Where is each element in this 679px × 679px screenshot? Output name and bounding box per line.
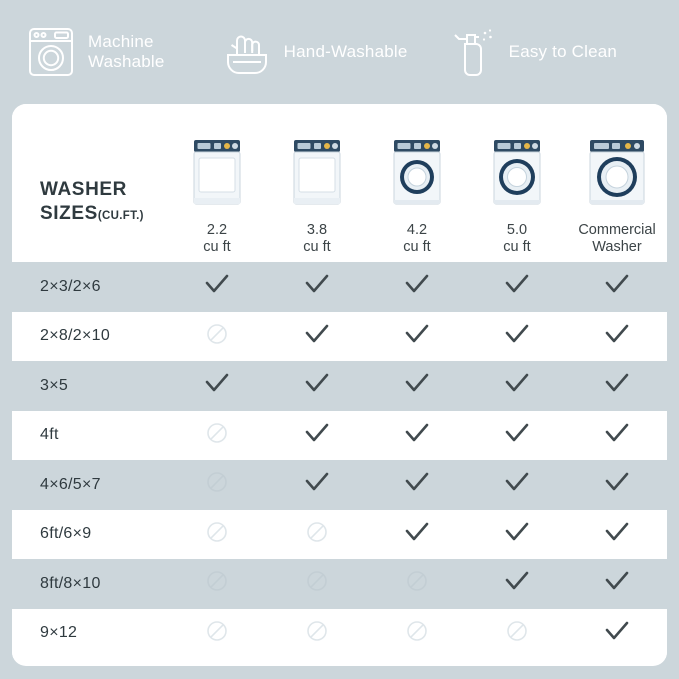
hand-wash-icon <box>220 24 274 80</box>
washing-machine-icon <box>24 24 78 80</box>
check-icon <box>404 273 430 295</box>
row-label: 3×5 <box>40 376 69 394</box>
row-label: 8ft/8×10 <box>40 574 101 592</box>
column-header-4-2-label: 4.2 cu ft <box>403 222 431 255</box>
not-allowed-icon <box>306 570 328 592</box>
spray-bottle-icon <box>445 24 499 80</box>
cell-no <box>167 609 267 659</box>
cell-yes <box>467 312 567 362</box>
cell-no <box>167 460 267 510</box>
cell-yes <box>567 609 667 659</box>
check-icon <box>604 273 630 295</box>
table-header <box>12 104 667 262</box>
row-label: 6ft/6×9 <box>40 525 92 543</box>
cell-yes <box>467 460 567 510</box>
column-header-4-2 <box>367 104 467 262</box>
check-icon <box>304 372 330 394</box>
check-icon <box>504 372 530 394</box>
cell-yes <box>567 510 667 560</box>
column-header-2-2-label: 2.2 cu ft <box>203 222 231 255</box>
check-icon <box>504 570 530 592</box>
cell-no <box>367 609 467 659</box>
table-row <box>12 609 667 659</box>
check-icon <box>604 620 630 642</box>
row-label: 4ft <box>40 426 59 444</box>
check-icon <box>504 323 530 345</box>
commercial-washer-icon <box>585 136 649 214</box>
column-header-commercial-label: Commercial Washer <box>578 222 656 255</box>
cell-yes <box>567 411 667 461</box>
feature-machine-washable-label: Machine Washable <box>88 32 165 71</box>
table-row <box>12 312 667 362</box>
not-allowed-icon <box>306 521 328 543</box>
not-allowed-icon <box>206 620 228 642</box>
row-label: 9×12 <box>40 624 78 642</box>
column-header-5-0-label: 5.0 cu ft <box>503 222 531 255</box>
cell-yes <box>367 411 467 461</box>
cell-yes <box>267 361 367 411</box>
washer-sizes-table-card <box>12 104 667 666</box>
check-icon <box>504 273 530 295</box>
not-allowed-icon <box>206 570 228 592</box>
cell-no <box>167 559 267 609</box>
not-allowed-icon <box>406 620 428 642</box>
not-allowed-icon <box>406 570 428 592</box>
check-icon <box>504 471 530 493</box>
cell-no <box>467 609 567 659</box>
cell-yes <box>167 262 267 312</box>
cell-yes <box>367 460 467 510</box>
table-row <box>12 411 667 461</box>
cell-yes <box>567 460 667 510</box>
column-header-commercial <box>567 104 667 262</box>
check-icon <box>404 422 430 444</box>
feature-easy-to-clean-label: Easy to Clean <box>508 42 618 61</box>
check-icon <box>204 273 230 295</box>
cell-yes <box>467 411 567 461</box>
cell-yes <box>267 312 367 362</box>
column-header-2-2 <box>167 104 267 262</box>
cell-yes <box>267 460 367 510</box>
top-load-washer-icon <box>185 136 249 214</box>
feature-strip <box>0 0 679 104</box>
not-allowed-icon <box>206 471 228 493</box>
cell-yes <box>267 262 367 312</box>
cell-yes <box>367 361 467 411</box>
check-icon <box>404 372 430 394</box>
check-icon <box>404 323 430 345</box>
cell-yes <box>467 559 567 609</box>
cell-no <box>367 559 467 609</box>
cell-yes <box>167 361 267 411</box>
column-header-3-8-label: 3.8 cu ft <box>303 222 331 255</box>
check-icon <box>404 521 430 543</box>
check-icon <box>504 422 530 444</box>
table-row <box>12 361 667 411</box>
check-icon <box>604 323 630 345</box>
table-row <box>12 262 667 312</box>
cell-yes <box>467 510 567 560</box>
feature-hand-washable-label: Hand-Washable <box>283 42 408 61</box>
cell-yes <box>467 262 567 312</box>
cell-no <box>267 510 367 560</box>
check-icon <box>604 521 630 543</box>
not-allowed-icon <box>206 323 228 345</box>
cell-yes <box>567 262 667 312</box>
row-label: 2×8/2×10 <box>40 327 111 345</box>
check-icon <box>604 471 630 493</box>
cell-no <box>267 559 367 609</box>
front-load-washer-icon <box>485 136 549 214</box>
check-icon <box>304 422 330 444</box>
check-icon <box>504 521 530 543</box>
cell-yes <box>467 361 567 411</box>
cell-yes <box>367 510 467 560</box>
check-icon <box>304 323 330 345</box>
washer-sizes-table <box>12 104 667 658</box>
table-row <box>12 510 667 560</box>
cell-yes <box>367 262 467 312</box>
cell-yes <box>567 312 667 362</box>
row-label: 4×6/5×7 <box>40 475 101 493</box>
cell-yes <box>567 559 667 609</box>
row-label: 2×3/2×6 <box>40 277 101 295</box>
top-load-washer-icon <box>285 136 349 214</box>
check-icon <box>204 372 230 394</box>
table-row <box>12 460 667 510</box>
cell-yes <box>567 361 667 411</box>
cell-yes <box>267 411 367 461</box>
front-load-washer-icon <box>385 136 449 214</box>
cell-no <box>167 411 267 461</box>
check-icon <box>604 570 630 592</box>
cell-no <box>267 609 367 659</box>
feature-hand-washable <box>220 24 445 80</box>
table-row <box>12 559 667 609</box>
check-icon <box>404 471 430 493</box>
table-body <box>12 262 667 658</box>
check-icon <box>604 422 630 444</box>
column-header-3-8 <box>267 104 367 262</box>
not-allowed-icon <box>206 422 228 444</box>
column-header-5-0 <box>467 104 567 262</box>
not-allowed-icon <box>206 521 228 543</box>
cell-yes <box>367 312 467 362</box>
check-icon <box>304 471 330 493</box>
check-icon <box>604 372 630 394</box>
feature-easy-to-clean <box>445 24 655 80</box>
table-corner-title: WASHER SIZES(CU.FT.) <box>12 104 167 262</box>
cell-no <box>167 312 267 362</box>
feature-machine-washable <box>24 24 220 80</box>
cell-no <box>167 510 267 560</box>
not-allowed-icon <box>506 620 528 642</box>
not-allowed-icon <box>306 620 328 642</box>
check-icon <box>304 273 330 295</box>
